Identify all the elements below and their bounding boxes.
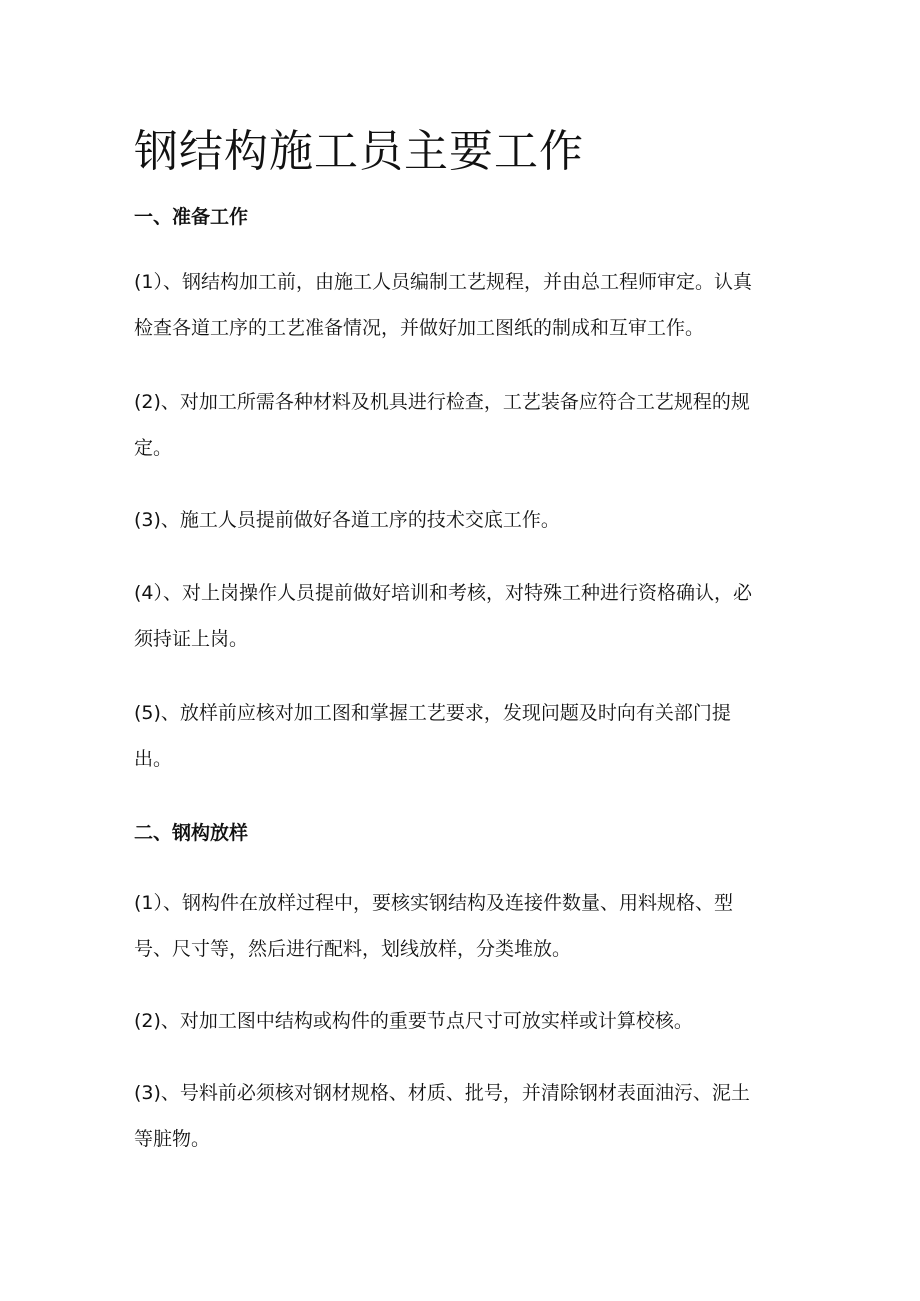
paragraph-1-4 bbox=[134, 570, 790, 662]
paragraph-line: 出。 bbox=[134, 748, 173, 770]
paragraph-line: 等脏物。 bbox=[134, 1128, 211, 1150]
paragraph-1-1 bbox=[134, 259, 790, 351]
section-heading-preparation: 一、准备工作 bbox=[134, 206, 249, 228]
paragraph-line: 检查各道工序的工艺准备情况，并做好加工图纸的制成和互审工作。 bbox=[134, 317, 705, 339]
document-title: 钢结构施工员主要工作 bbox=[134, 126, 584, 177]
paragraph-line: 须持证上岗。 bbox=[134, 628, 249, 650]
paragraph-line: (3)、号料前必须核对钢材规格、材质、批号，并清除钢材表面油污、泥土 bbox=[134, 1082, 750, 1104]
paragraph-line: (4）、对上岗操作人员提前做好培训和考核，对特殊工种进行资格确认，必 bbox=[134, 582, 753, 604]
paragraph-1-2 bbox=[134, 379, 790, 471]
paragraph-line: (3)、施工人员提前做好各道工序的技术交底工作。 bbox=[134, 509, 560, 531]
paragraph-line: (1）、钢结构加工前，由施工人员编制工艺规程，并由总工程师审定。认真 bbox=[134, 271, 753, 293]
paragraph-2-2 bbox=[134, 998, 790, 1044]
paragraph-line: (1）、钢构件在放样过程中，要核实钢结构及连接件数量、用料规格、型 bbox=[134, 892, 734, 914]
paragraph-2-3 bbox=[134, 1070, 790, 1162]
paragraph-line: (5)、放样前应核对加工图和掌握工艺要求，发现问题及时向有关部门提 bbox=[134, 702, 731, 724]
paragraph-line: 定。 bbox=[134, 437, 173, 459]
paragraph-line: (2)、对加工图中结构或构件的重要节点尺寸可放实样或计算校核。 bbox=[134, 1010, 693, 1032]
paragraph-2-1 bbox=[134, 880, 790, 972]
paragraph-1-3 bbox=[134, 497, 790, 543]
paragraph-1-5 bbox=[134, 690, 790, 782]
paragraph-line: (2)、对加工所需各种材料及机具进行检查，工艺装备应符合工艺规程的规 bbox=[134, 391, 750, 413]
paragraph-line: 号、尺寸等，然后进行配料，划线放样，分类堆放。 bbox=[134, 938, 572, 960]
section-heading-layout: 二、钢构放样 bbox=[134, 822, 249, 844]
